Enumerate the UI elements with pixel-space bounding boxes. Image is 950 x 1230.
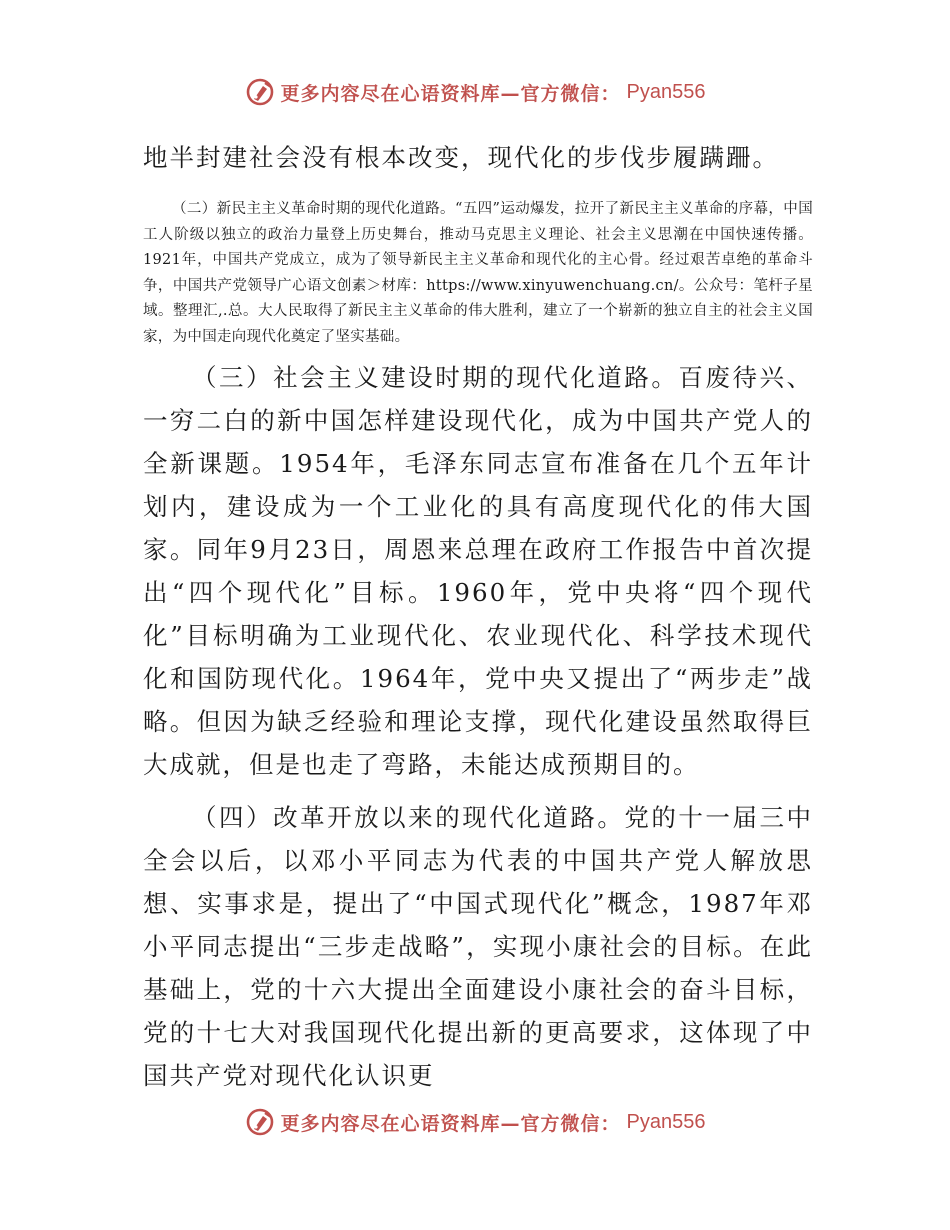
banner-text: 更多内容尽在心语资料库—官方微信： [280, 1112, 621, 1135]
footer-banner [0, 1102, 950, 1142]
banner-text: 更多内容尽在心语资料库—官方微信： [280, 82, 621, 105]
pen-nib-circle-logo-icon [245, 77, 275, 107]
section-4-paragraph: （四）改革开放以来的现代化道路。党的十一届三中全会以后，以邓小平同志为代表的中国共产党人解放思想、实事求是，提出了“中国式现代化”概念，1987年邓小平同志提出“三步走战略”，实现小康社会的目标。在此基础上，党的十六大提出全面建设小康社会的奋斗目标，党的十七大对我国现代化提出新的更高要求，这体现了中国共产党对现代化认识更 [143, 803, 813, 1090]
wechat-id: Pyan556 [626, 80, 706, 103]
continuation-paragraph: 地半封建社会没有根本改变，现代化的步伐步履蹒跚。 [143, 143, 779, 172]
header-banner [0, 72, 950, 112]
pen-nib-circle-logo-icon [245, 1107, 275, 1137]
section-3-paragraph: （三）社会主义建设时期的现代化道路。百废待兴、一穷二白的新中国怎样建设现代化，成为中国共产党人的全新课题。1954年，毛泽东同志宣布准备在几个五年计划内，建设成为一个工业化的具有高度现代化的伟大国家。同年9月23日，周恩来总理在政府工作报告中首次提出“四个现代化”目标。1960年，党中央将“四个现代化”目标明确为工业现代化、农业现代化、科学技术现代化和国防现代化。1964年，党中央又提出了“两步走”战略。但因为缺乏经验和理论支撑，现代化建设虽然取得巨大成就，但是也走了弯路，未能达成预期目的。 [143, 363, 813, 779]
wechat-id: Pyan556 [626, 1110, 706, 1133]
document-body [143, 136, 813, 1097]
section-2-paragraph: （二）新民主主义革命时期的现代化道路。“五四”运动爆发，拉开了新民主主义革命的序幕，中国工人阶级以独立的政治力量登上历史舞台，推动马克思主义理论、社会主义思潮在中国快速传播。1921年，中国共产党成立，成为了领导新民主主义革命和现代化的主心骨。经过艰苦卓绝的革命斗争，中国共产党领导广心语文创素＞材库：https://www.xinyuwenchuang.cn/。公众号：笔杆子星域。整理汇,.总。大人民取得了新民主主义革命的伟大胜利，建立了一个崭新的独立自主的社会主义国家，为中国走向现代化奠定了坚实基础。 [143, 201, 813, 345]
